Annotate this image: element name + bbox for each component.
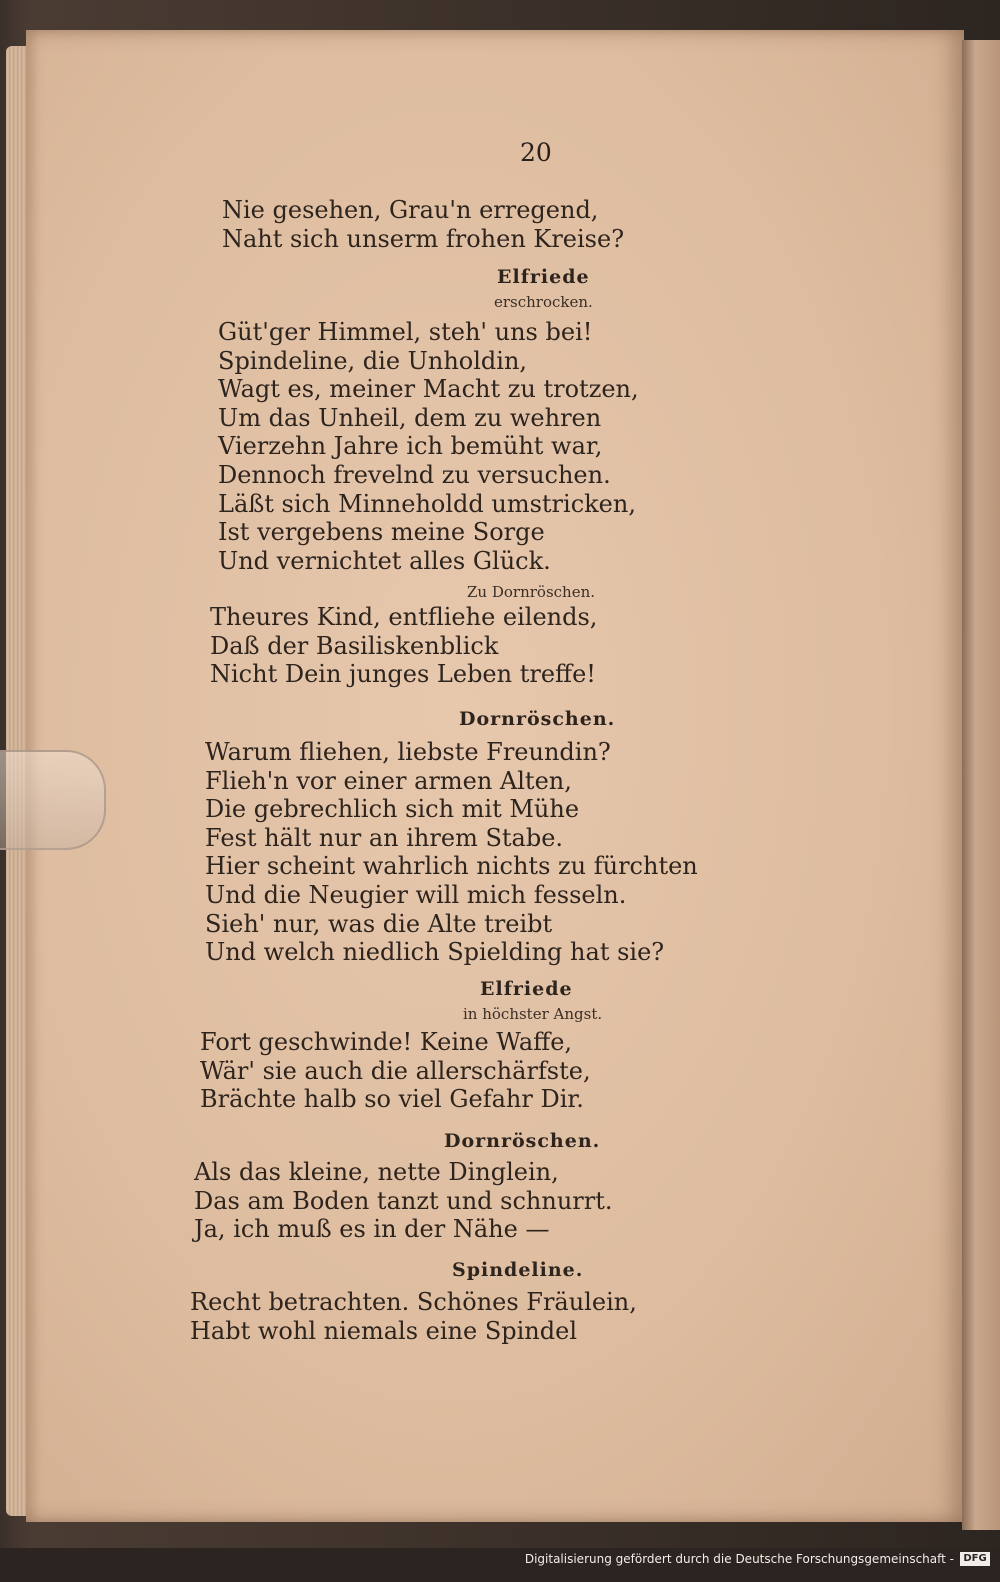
verse-line: Läßt sich Minneholdd umstricken, (218, 489, 636, 518)
verse-line: Recht betrachten. Schönes Fräulein, (190, 1288, 637, 1316)
page-number: 20 (520, 138, 552, 167)
verse-line: Nicht Dein junges Leben treffe! (210, 660, 596, 689)
verse-block (222, 196, 624, 253)
verse-block (200, 1028, 591, 1114)
verse-line: Die gebrechlich sich mit Mühe (205, 795, 580, 824)
speaker-name: Spindeline. (452, 1259, 584, 1281)
verse-block (190, 1288, 637, 1345)
speaker-name: Elfriede (480, 978, 573, 1000)
verse-line: Und vernichtet alles Glück. (218, 546, 551, 575)
verse-line: Wagt es, meiner Macht zu trotzen, (218, 375, 639, 404)
verse-line: Dennoch frevelnd zu versuchen. (218, 460, 611, 489)
verse-line: Daß der Basiliskenblick (210, 631, 499, 660)
digitization-credit: Digitalisierung gefördert durch die Deutsche Forschungsgemeinschaft - (524, 1552, 954, 1566)
verse-line: Spindeline, die Unholdin, (218, 346, 528, 375)
verse-block (210, 603, 597, 689)
verse-block (194, 1158, 613, 1244)
verse-line: Vierzehn Jahre ich bemüht war, (218, 432, 603, 461)
verse-line: Und die Neugier will mich fesseln. (205, 880, 627, 909)
page-clip (0, 750, 106, 850)
verse-line: Hier scheint wahrlich nichts zu fürchten (205, 852, 698, 881)
verse-line: Naht sich unserm frohen Kreise? (222, 224, 625, 253)
speaker-name: Dornröschen. (444, 1130, 601, 1152)
verse-block (218, 318, 639, 575)
verse-line: Ja, ich muß es in der Nähe — (194, 1215, 550, 1244)
verse-line: Warum fliehen, liebste Freundin? (205, 738, 611, 766)
verse-line: Güt'ger Himmel, steh' uns bei! (218, 318, 593, 346)
verse-line: Als das kleine, nette Dinglein, (194, 1158, 559, 1186)
verse-line: Wär' sie auch die allerschärfste, (200, 1056, 591, 1085)
verse-line: Um das Unheil, dem zu wehren (218, 403, 602, 432)
stage-direction: in höchster Angst. (463, 1005, 603, 1023)
verse-line: Habt wohl niemals eine Spindel (190, 1316, 577, 1345)
speaker-name: Dornröschen. (459, 708, 616, 730)
speaker-name: Elfriede (497, 266, 590, 288)
verse-line: Fest hält nur an ihrem Stabe. (205, 823, 564, 852)
verse-line: Sieh' nur, was die Alte treibt (205, 909, 553, 938)
verse-line: Theures Kind, entfliehe eilends, (210, 603, 598, 631)
dfg-logo-icon: DFG (960, 1552, 990, 1566)
verse-line: Nie gesehen, Grau'n erregend, (222, 196, 599, 224)
verse-line: Das am Boden tanzt und schnurrt. (194, 1186, 613, 1215)
stage-direction: Zu Dornröschen. (467, 583, 596, 601)
verse-line: Fort geschwinde! Keine Waffe, (200, 1028, 573, 1056)
verse-line: Ist vergebens meine Sorge (218, 518, 545, 547)
verse-line: Brächte halb so viel Gefahr Dir. (200, 1085, 584, 1114)
stage-direction: erschrocken. (494, 293, 593, 311)
verse-line: Und welch niedlich Spielding hat sie? (205, 938, 665, 967)
verse-block (205, 738, 698, 967)
book-spine (962, 40, 1000, 1530)
verse-line: Flieh'n vor einer armen Alten, (205, 766, 572, 795)
